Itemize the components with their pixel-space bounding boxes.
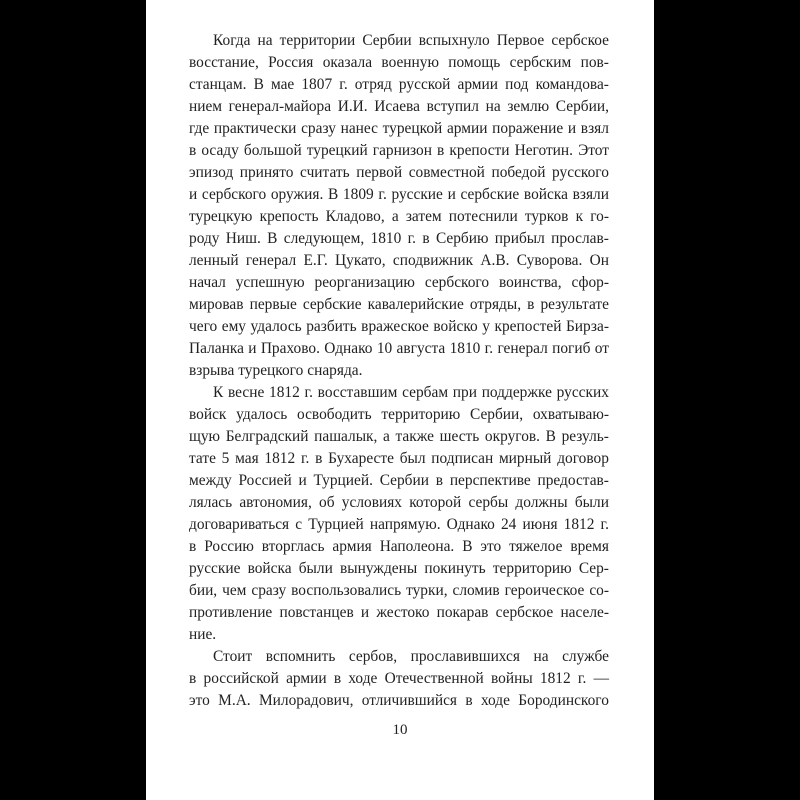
text-line: Стоит вспомнить сербов, прославившихся на службе	[213, 648, 609, 665]
text-line: это М.А. Милорадович, отличившийся в ходе Бородинского	[189, 692, 609, 709]
text-line: в Россию вторглась армия Наполеона. В это тяжелое время	[189, 538, 609, 555]
text-line: и сербского оружия. В 1809 г. русские и сербские войска взяли	[189, 186, 609, 203]
body-text	[189, 30, 609, 712]
text-line: нием генерал-майора И.И. Исаева вступил на землю Сербии,	[189, 98, 609, 115]
text-line: в российской армии в ходе Отечественной войны 1812 г. —	[189, 670, 609, 687]
text-line: К весне 1812 г. восставшим сербам при поддержке русских	[213, 384, 609, 401]
text-line: мировав первые сербские кавалерийские отряды, в результате	[189, 296, 609, 313]
text-line: станцам. В мае 1807 г. отряд русской армии под командова-	[189, 76, 609, 93]
text-line: тате 5 мая 1812 г. в Бухаресте был подписан мирный договор	[189, 450, 609, 467]
text-line: войск удалось освободить территорию Сербии, охватываю-	[189, 406, 609, 423]
text-line: Паланка и Прахово. Однако 10 августа 1810 г. генерал погиб от	[189, 340, 609, 357]
text-line: ленный генерал Е.Г. Цукато, сподвижник А.В. Суворова. Он	[189, 252, 609, 269]
text-line: чего ему удалось разбить вражеское войско у крепостей Бирза-	[189, 318, 609, 335]
text-line: ние.	[189, 626, 217, 643]
text-line: турецкую крепость Кладово, а затем потеснили турков к го-	[189, 208, 609, 225]
page-number: 10	[392, 722, 408, 738]
text-line: между Россией и Турцией. Сербии в перспективе предостав-	[189, 472, 609, 489]
book-page	[146, 0, 654, 800]
text-line: начал успешную реорганизацию сербского воинства, сфор-	[189, 274, 609, 291]
text-line: в осаду большой турецкий гарнизон в крепости Неготин. Этот	[189, 142, 609, 159]
text-line: восстание, Россия оказала военную помощь сербским пов-	[189, 54, 609, 71]
text-line: где практически сразу нанес турецкой армии поражение и взял	[189, 120, 609, 137]
text-line: противление повстанцев и жестоко покарав сербское населе-	[189, 604, 609, 621]
text-line: бии, чем сразу воспользовались турки, сломив героическое со-	[189, 582, 609, 599]
text-line: лялась автономия, об условиях которой сербы должны были	[189, 494, 609, 511]
text-line: договариваться с Турцией напрямую. Однако 24 июня 1812 г.	[189, 516, 609, 533]
text-line: щую Белградский пашалык, а также шесть округов. В резуль-	[189, 428, 609, 445]
text-line: Когда на территории Сербии вспыхнуло Первое сербское	[213, 32, 609, 49]
text-line: роду Ниш. В следующем, 1810 г. в Сербию прибыл прослав-	[189, 230, 609, 247]
text-line: русские войска были вынуждены покинуть территорию Сер-	[189, 560, 609, 577]
text-line: взрыва турецкого снаряда.	[189, 362, 363, 379]
text-line: эпизод принято считать первой совместной победой русского	[189, 164, 609, 181]
